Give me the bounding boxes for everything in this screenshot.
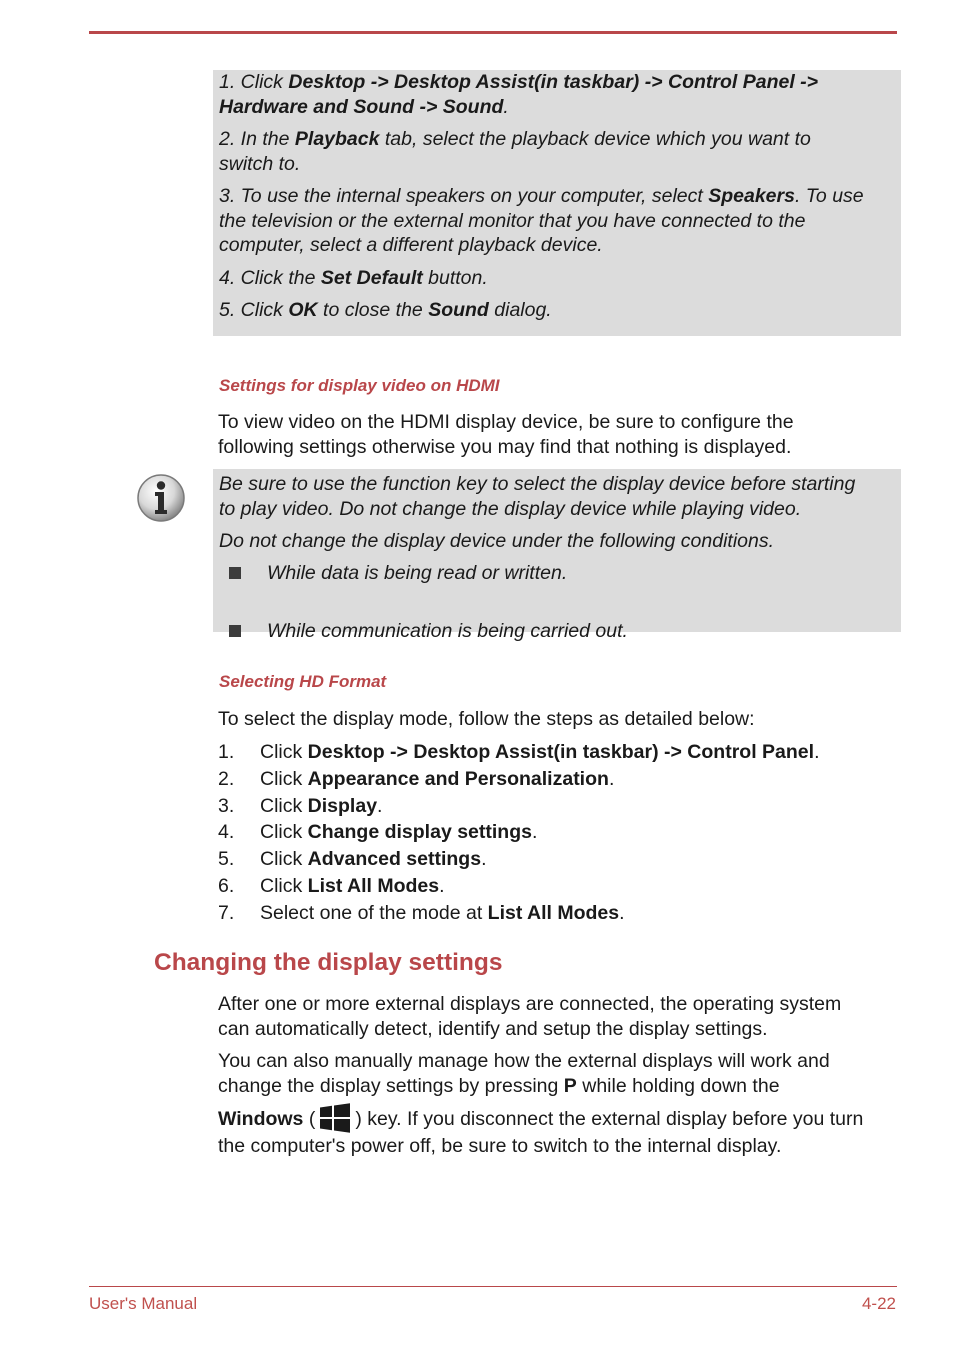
hdmi-subheading: Settings for display video on HDMI [219, 376, 500, 395]
list-item: 4. Click Change display settings. [218, 821, 538, 844]
square-bullet-icon [229, 567, 241, 579]
box-step-2: 2. In the Playback tab, select the playback device which you want to switch to. [219, 128, 811, 175]
hdmi-note-box [213, 469, 901, 642]
footer-manual-title: User's Manual [89, 1294, 198, 1313]
list-item: 7. Select one of the mode at List All Modes. [218, 901, 625, 924]
top-rule [89, 31, 897, 34]
windows-key-icon [319, 1103, 351, 1133]
box-step-3: 3. To use the internal speakers on your computer, select Speakers. To use the television or the external monitor that you have connected to the computer, select a different playback device. [219, 185, 864, 256]
hdmi-intro: To view video on the HDMI display device, be sure to configure the following settings otherwise you may find that nothing is displayed. [218, 411, 794, 458]
note-conditions: Do not change the display device under the following conditions. [219, 530, 775, 552]
box-step-4: 4. Click the Set Default button. [219, 267, 488, 289]
note-text: Be sure to use the function key to select the display device before starting to play video. Do not change the display device while playing video. [219, 473, 856, 520]
changing-para-2-end: the computer's power off, be sure to switch to the internal display. [218, 1135, 782, 1157]
list-item: 6. Click List All Modes. [218, 874, 445, 897]
changing-para-2-cont: Windows ( ) key. If you disconnect the external display before you turn [218, 1103, 908, 1133]
bottom-rule [89, 1286, 897, 1287]
square-bullet-icon [229, 625, 241, 637]
sound-steps-box [213, 70, 901, 336]
info-icon [136, 473, 186, 523]
list-item: While data is being read or written. [225, 561, 907, 586]
hd-format-subheading: Selecting HD Format [219, 672, 387, 691]
changing-para-2: You can also manually manage how the external displays will work and change the display settings by pressing P while holding down the [218, 1050, 830, 1097]
list-item: 3. Click Display. [218, 794, 383, 817]
list-item: 2. Click Appearance and Personalization. [218, 767, 615, 790]
hd-format-steps [218, 739, 898, 927]
list-item: While communication is being carried out. [225, 619, 907, 644]
list-item: 5. Click Advanced settings. [218, 848, 487, 871]
hd-format-intro: To select the display mode, follow the steps as detailed below: [218, 708, 755, 730]
list-item: 1. Click Desktop -> Desktop Assist(in taskbar) -> Control Panel. [218, 741, 820, 763]
changing-para-1: After one or more external displays are connected, the operating system can automatically detect, identify and setup the display settings. [218, 993, 842, 1040]
footer-page-number: 4-22 [861, 1294, 896, 1313]
box-step-5: 5. Click OK to close the Sound dialog. [219, 299, 552, 321]
section-heading: Changing the display settings [154, 949, 503, 976]
box-step-1: 1. Click Desktop -> Desktop Assist(in taskbar) -> Control Panel -> Hardware and Sound -> Sound. [219, 71, 819, 118]
